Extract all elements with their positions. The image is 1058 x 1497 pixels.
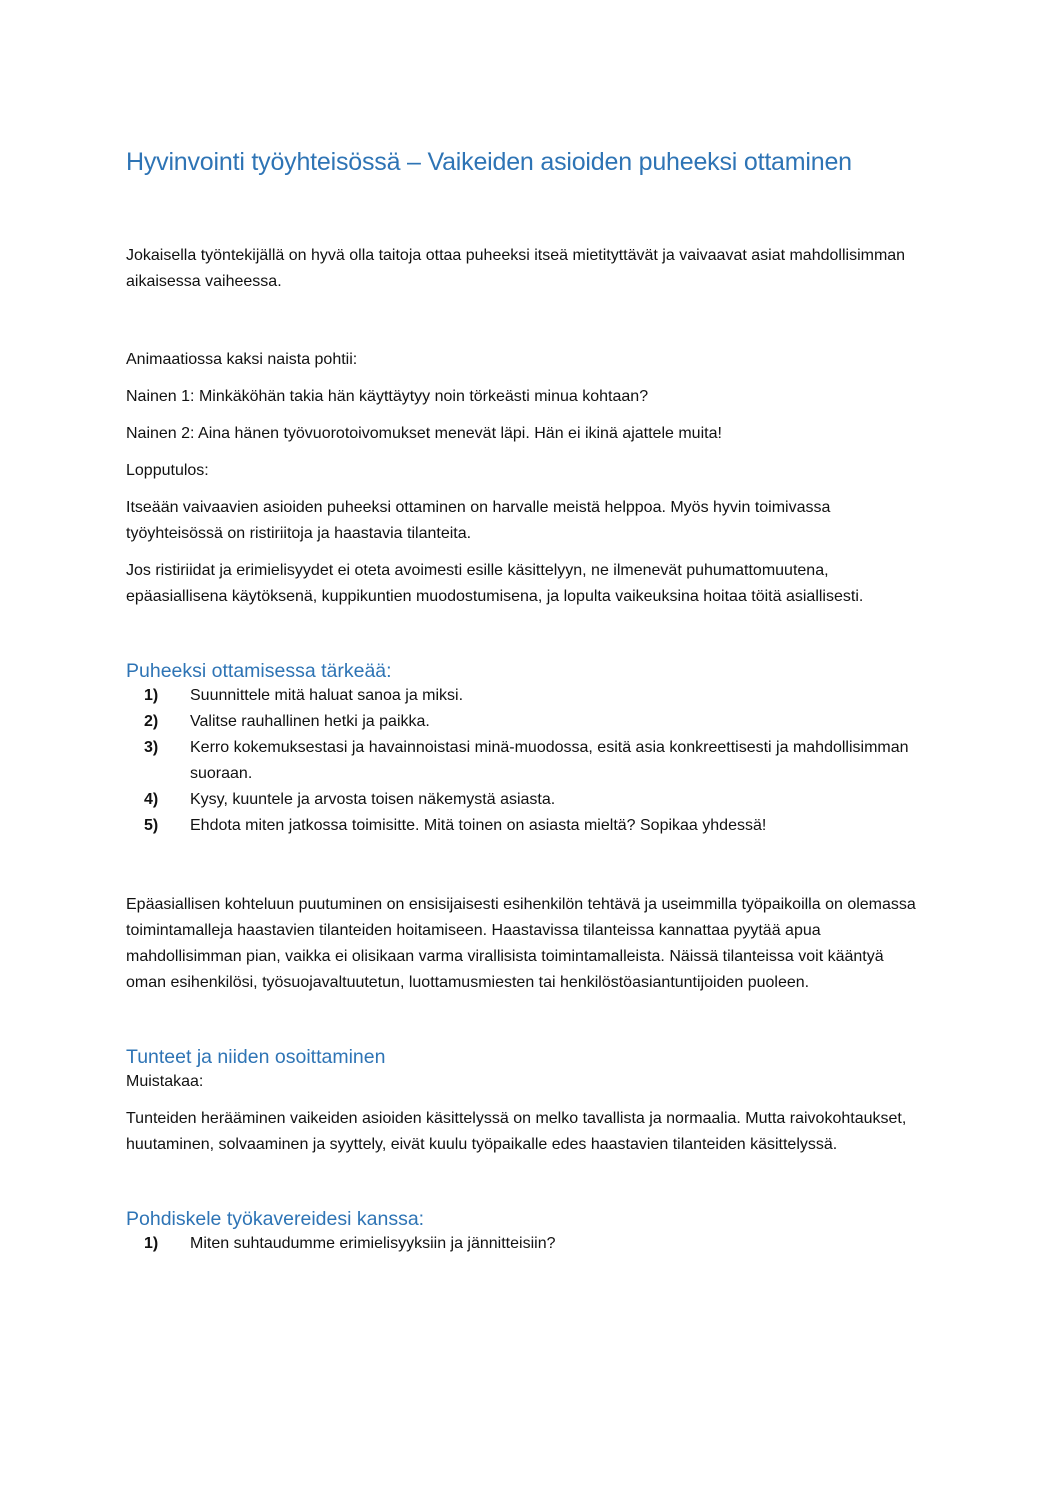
- section-heading-reflect: Pohdiskele työkavereidesi kanssa:: [126, 1208, 425, 1230]
- animation-lead: Animaatiossa kaksi naista pohtii:: [126, 351, 358, 368]
- list-item: [126, 787, 926, 813]
- list-item: [126, 735, 926, 787]
- list-item-number: 3): [144, 739, 159, 756]
- woman1-line: Nainen 1: Minkäköhän takia hän käyttäytyy noin törkeästi minua kohtaan?: [126, 388, 649, 405]
- list-item-text: Suunnittele mitä haluat sanoa ja miksi.: [190, 687, 464, 704]
- list-item-text: Valitse rauhallinen hetki ja paikka.: [190, 713, 430, 730]
- list-item-text: Miten suhtaudumme erimielisyyksiin ja jännitteisiin?: [190, 1235, 556, 1252]
- document-content: [126, 148, 926, 1257]
- intro-paragraph: Jokaisella työntekijällä on hyvä olla taitoja ottaa puheeksi itseä mietityttävät ja vaivaavat asiat mahdollisimman aikaisessa vaiheessa.: [126, 247, 906, 290]
- page-title: Hyvinvointi työyhteisössä – Vaikeiden asioiden puheeksi ottaminen: [126, 148, 852, 176]
- result-paragraph-2: Jos ristiriidat ja erimielisyydet ei oteta avoimesti esille käsittelyyn, ne ilmenevät puhumattomuutena, epäasiallisena käytöksenä, kuppikuntien muodostumisena, ja lopulta vaikeuksina hoitaa töitä asiallisesti.: [126, 562, 864, 605]
- list-item-number: 5): [144, 817, 159, 834]
- important-list: [126, 683, 926, 839]
- list-item-number: 1): [144, 687, 159, 704]
- section-heading-emotions: Tunteet ja niiden osoittaminen: [126, 1046, 386, 1068]
- inappropriate-treatment-paragraph: Epäasiallisen kohteluun puutuminen on ensisijaisesti esihenkilön tehtävä ja useimmilla työpaikoilla on olemassa toimintamalleja haastavien tilanteiden hoitamiseen. Haastavissa tilanteissa kannattaa pyytää apua mahdollisimman pian, vaikka ei olisikaan varma virallisista toimintamalleista. Näissä tilanteissa voit kääntyä oman esihenkilösi, työsuojavaltuutetun, luottamusmiesten tai henkilöstöasiantuntijoiden puoleen.: [126, 896, 916, 991]
- list-item: [126, 683, 926, 709]
- list-item: [126, 813, 926, 839]
- result-label: Lopputulos:: [126, 462, 209, 479]
- woman2-line: Nainen 2: Aina hänen työvuorotoivomukset menevät läpi. Hän ei ikinä ajattele muita!: [126, 425, 722, 442]
- list-item: [126, 709, 926, 735]
- list-item: [126, 1231, 926, 1257]
- list-item-number: 4): [144, 791, 159, 808]
- result-paragraph-1: Itseään vaivaavien asioiden puheeksi ottaminen on harvalle meistä helppoa. Myös hyvin toimivassa työyhteisössä on ristiriitoja ja haastavia tilanteita.: [126, 499, 831, 542]
- reflect-list: [126, 1231, 926, 1257]
- list-item-text: Kerro kokemuksestasi ja havainnoistasi minä-muodossa, esitä asia konkreettisesti ja mahdollisimman suoraan.: [190, 739, 909, 782]
- list-item-text: Ehdota miten jatkossa toimisitte. Mitä toinen on asiasta mieltä? Sopikaa yhdessä!: [190, 817, 767, 834]
- list-item-number: 2): [144, 713, 159, 730]
- list-item-number: 1): [144, 1235, 159, 1252]
- emotions-lead: Muistakaa:: [126, 1073, 204, 1090]
- section-heading-important: Puheeksi ottamisessa tärkeää:: [126, 660, 392, 682]
- list-item-text: Kysy, kuuntele ja arvosta toisen näkemystä asiasta.: [190, 791, 556, 808]
- emotions-paragraph: Tunteiden herääminen vaikeiden asioiden käsittelyssä on melko tavallista ja normaalia. Mutta raivokohtaukset, huutaminen, solvaaminen ja syyttely, eivät kuulu työpaikalle edes haastavien tilanteiden käsittelyssä.: [126, 1110, 907, 1153]
